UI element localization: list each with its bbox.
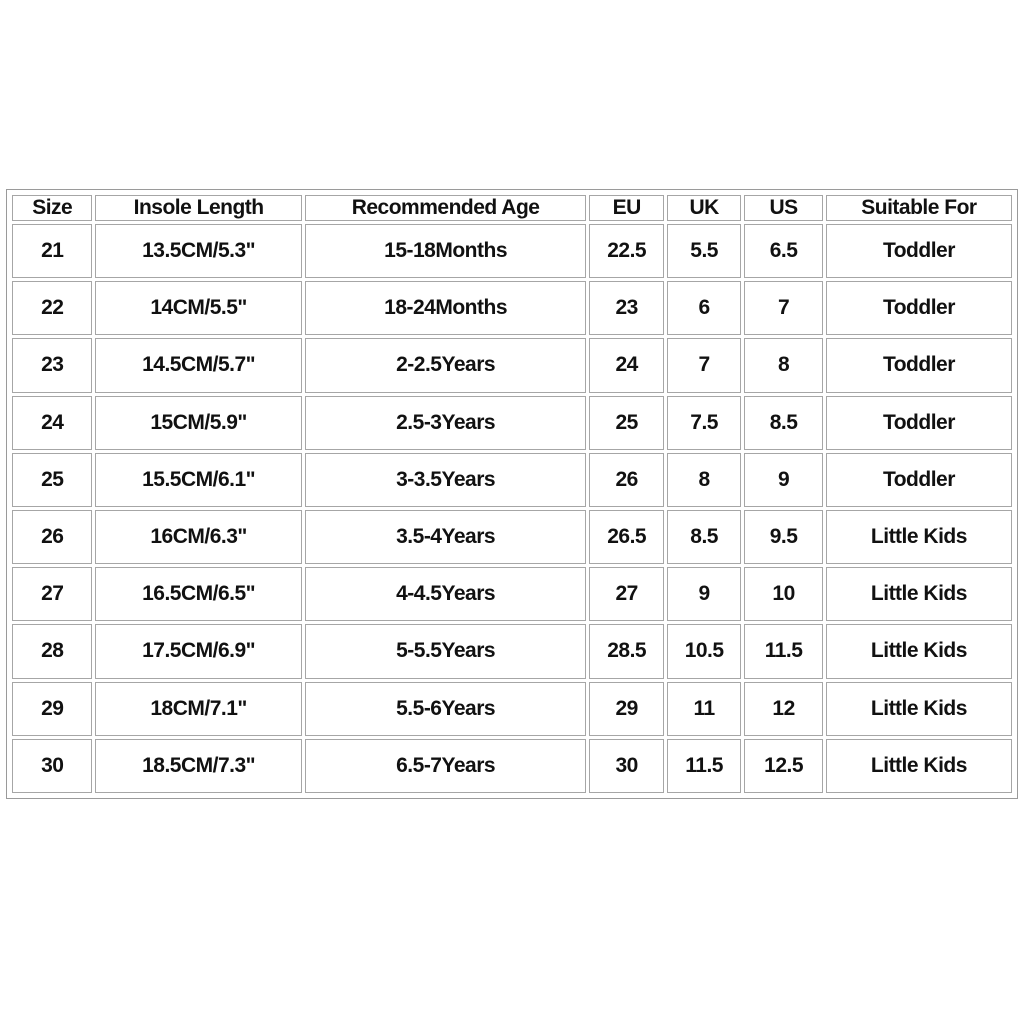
cell-eu: 25 [589,396,663,450]
cell-recommended-age: 15-18Months [305,224,587,278]
cell-suitable-for: Toddler [826,224,1012,278]
cell-insole-length: 18CM/7.1" [95,682,301,736]
cell-insole-length: 16.5CM/6.5" [95,567,301,621]
cell-eu: 23 [589,281,663,335]
cell-size: 25 [12,453,92,507]
cell-suitable-for: Toddler [826,396,1012,450]
cell-us: 8 [744,338,822,392]
table-row [12,453,1012,507]
header-size: Size [12,195,92,221]
cell-suitable-for: Little Kids [826,739,1012,793]
table-row [12,224,1012,278]
header-uk: UK [667,195,741,221]
cell-us: 11.5 [744,624,822,678]
cell-us: 9.5 [744,510,822,564]
cell-eu: 26 [589,453,663,507]
cell-recommended-age: 4-4.5Years [305,567,587,621]
header-insole-length: Insole Length [95,195,301,221]
table-row [12,281,1012,335]
cell-uk: 9 [667,567,741,621]
header-recommended-age: Recommended Age [305,195,587,221]
cell-suitable-for: Little Kids [826,510,1012,564]
cell-uk: 10.5 [667,624,741,678]
table-row [12,396,1012,450]
cell-size: 23 [12,338,92,392]
cell-suitable-for: Little Kids [826,682,1012,736]
cell-insole-length: 14CM/5.5" [95,281,301,335]
cell-eu: 30 [589,739,663,793]
cell-uk: 11 [667,682,741,736]
size-table [9,192,1015,796]
cell-uk: 7.5 [667,396,741,450]
header-eu: EU [589,195,663,221]
cell-recommended-age: 3-3.5Years [305,453,587,507]
cell-insole-length: 17.5CM/6.9" [95,624,301,678]
cell-uk: 6 [667,281,741,335]
cell-size: 30 [12,739,92,793]
cell-recommended-age: 18-24Months [305,281,587,335]
cell-size: 28 [12,624,92,678]
cell-size: 21 [12,224,92,278]
cell-insole-length: 15CM/5.9" [95,396,301,450]
cell-size: 27 [12,567,92,621]
header-us: US [744,195,822,221]
table-row [12,624,1012,678]
cell-size: 24 [12,396,92,450]
cell-recommended-age: 5-5.5Years [305,624,587,678]
cell-size: 29 [12,682,92,736]
cell-us: 6.5 [744,224,822,278]
cell-recommended-age: 2-2.5Years [305,338,587,392]
cell-uk: 7 [667,338,741,392]
cell-uk: 8.5 [667,510,741,564]
cell-size: 22 [12,281,92,335]
cell-recommended-age: 6.5-7Years [305,739,587,793]
table-row [12,739,1012,793]
cell-suitable-for: Little Kids [826,567,1012,621]
cell-us: 7 [744,281,822,335]
cell-uk: 8 [667,453,741,507]
table-row [12,682,1012,736]
cell-us: 12 [744,682,822,736]
cell-eu: 22.5 [589,224,663,278]
cell-suitable-for: Toddler [826,453,1012,507]
table-body [12,224,1012,793]
cell-insole-length: 13.5CM/5.3" [95,224,301,278]
cell-insole-length: 18.5CM/7.3" [95,739,301,793]
cell-insole-length: 16CM/6.3" [95,510,301,564]
header-suitable-for: Suitable For [826,195,1012,221]
header-row [12,195,1012,221]
cell-recommended-age: 3.5-4Years [305,510,587,564]
cell-insole-length: 15.5CM/6.1" [95,453,301,507]
cell-suitable-for: Little Kids [826,624,1012,678]
cell-us: 8.5 [744,396,822,450]
cell-eu: 28.5 [589,624,663,678]
cell-eu: 26.5 [589,510,663,564]
cell-uk: 11.5 [667,739,741,793]
cell-us: 10 [744,567,822,621]
cell-eu: 29 [589,682,663,736]
table-row [12,510,1012,564]
cell-recommended-age: 5.5-6Years [305,682,587,736]
cell-eu: 24 [589,338,663,392]
cell-us: 9 [744,453,822,507]
table-row [12,338,1012,392]
cell-recommended-age: 2.5-3Years [305,396,587,450]
cell-eu: 27 [589,567,663,621]
cell-size: 26 [12,510,92,564]
cell-uk: 5.5 [667,224,741,278]
size-chart [6,189,1018,799]
cell-suitable-for: Toddler [826,338,1012,392]
table-row [12,567,1012,621]
cell-suitable-for: Toddler [826,281,1012,335]
cell-insole-length: 14.5CM/5.7" [95,338,301,392]
cell-us: 12.5 [744,739,822,793]
